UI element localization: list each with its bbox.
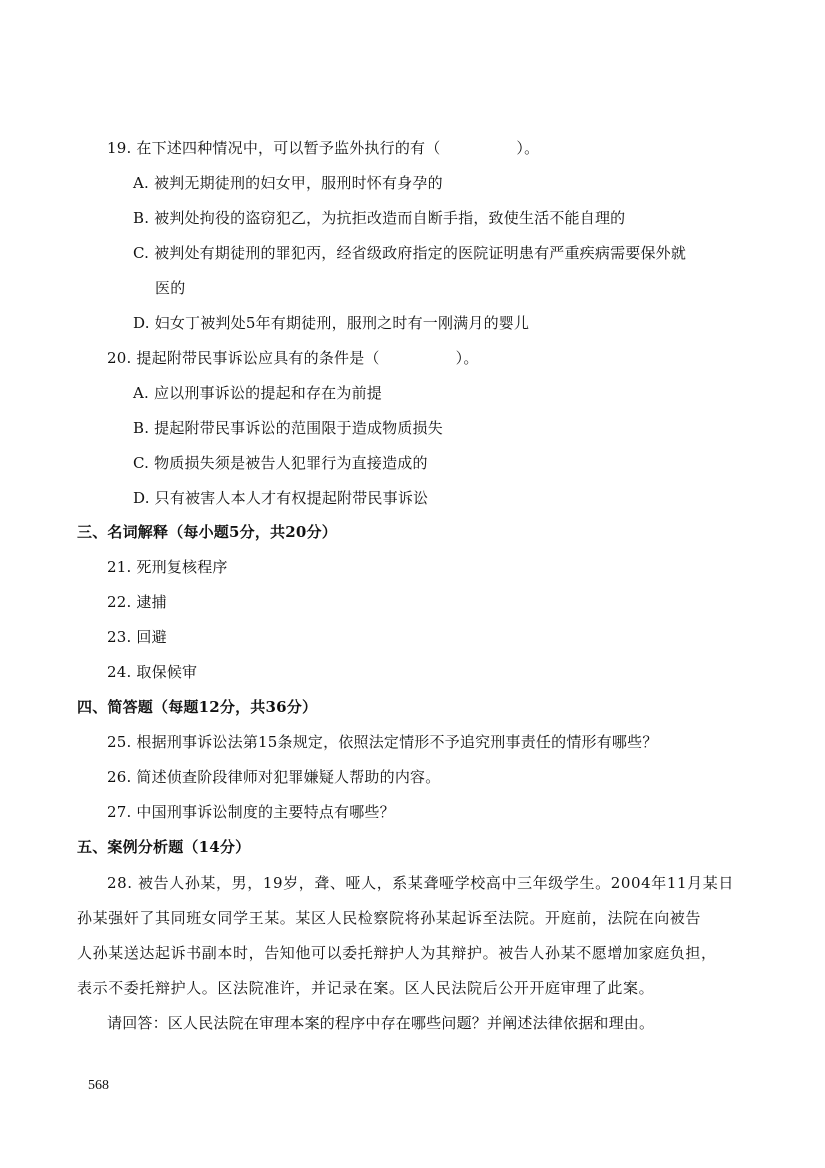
- question-19-stem: 19. 在下述四种情况中，可以暂予监外执行的有（ ）。: [107, 139, 540, 157]
- case-text-line-1: 28. 被告人孙某，男，19岁，聋、哑人，系某聋哑学校高中三年级学生。2004年11月某日: [107, 874, 734, 892]
- case-text-line-4: 表示不委托辩护人。区法院准许，并记录在案。区人民法院后公开开庭审理了此案。: [77, 979, 655, 997]
- section-3-title: 三、名词解释（每小题5分，共20分）: [77, 523, 337, 541]
- question-20-option-a: A. 应以刑事诉讼的提起和存在为前提: [133, 384, 382, 402]
- section-5-title: 五、案例分析题（14分）: [77, 838, 251, 856]
- term-21: 21. 死刑复核程序: [107, 558, 228, 576]
- case-text-line-2: 孙某强奸了其同班女同学王某。某区人民检察院将孙某起诉至法院。开庭前，法院在向被告: [77, 909, 702, 927]
- section-4-title: 四、简答题（每题12分，共36分）: [77, 698, 318, 716]
- question-19-option-a: A. 被判无期徒刑的妇女甲，服刑时怀有身孕的: [133, 174, 443, 192]
- term-24: 24. 取保候审: [107, 663, 198, 681]
- case-text-line-3: 人孙某送达起诉书副本时，告知他可以委托辩护人为其辩护。被告人孙某不愿增加家庭负担，: [77, 944, 717, 962]
- question-19-option-c: C. 被判处有期徒刑的罪犯丙，经省级政府指定的医院证明患有严重疾病需要保外就: [133, 244, 687, 262]
- question-19-option-b: B. 被判处拘役的盗窃犯乙，为抗拒改造而自断手指，致使生活不能自理的: [133, 209, 626, 227]
- term-23: 23. 回避: [107, 628, 167, 646]
- question-19-option-d: D. 妇女丁被判处5年有期徒刑，服刑之时有一刚满月的婴儿: [133, 314, 530, 332]
- question-20-option-d: D. 只有被害人本人才有权提起附带民事诉讼: [133, 489, 429, 507]
- case-question: 请回答：区人民法院在审理本案的程序中存在哪些问题？并阐述法律依据和理由。: [107, 1014, 655, 1032]
- term-22: 22. 逮捕: [107, 593, 167, 611]
- question-20-option-c: C. 物质损失须是被告人犯罪行为直接造成的: [133, 454, 428, 472]
- short-answer-26: 26. 简述侦查阶段律师对犯罪嫌疑人帮助的内容。: [107, 768, 441, 786]
- question-20-option-b: B. 提起附带民事诉讼的范围限于造成物质损失: [133, 419, 443, 437]
- short-answer-25: 25. 根据刑事诉讼法第15条规定，依照法定情形不予追究刑事责任的情形有哪些？: [107, 733, 658, 751]
- short-answer-27: 27. 中国刑事诉讼制度的主要特点有哪些？: [107, 803, 395, 821]
- question-19-option-c-continued: 医的: [155, 279, 186, 297]
- page-number: 568: [88, 1078, 109, 1093]
- question-20-stem: 20. 提起附带民事诉讼应具有的条件是（ ）。: [107, 349, 479, 367]
